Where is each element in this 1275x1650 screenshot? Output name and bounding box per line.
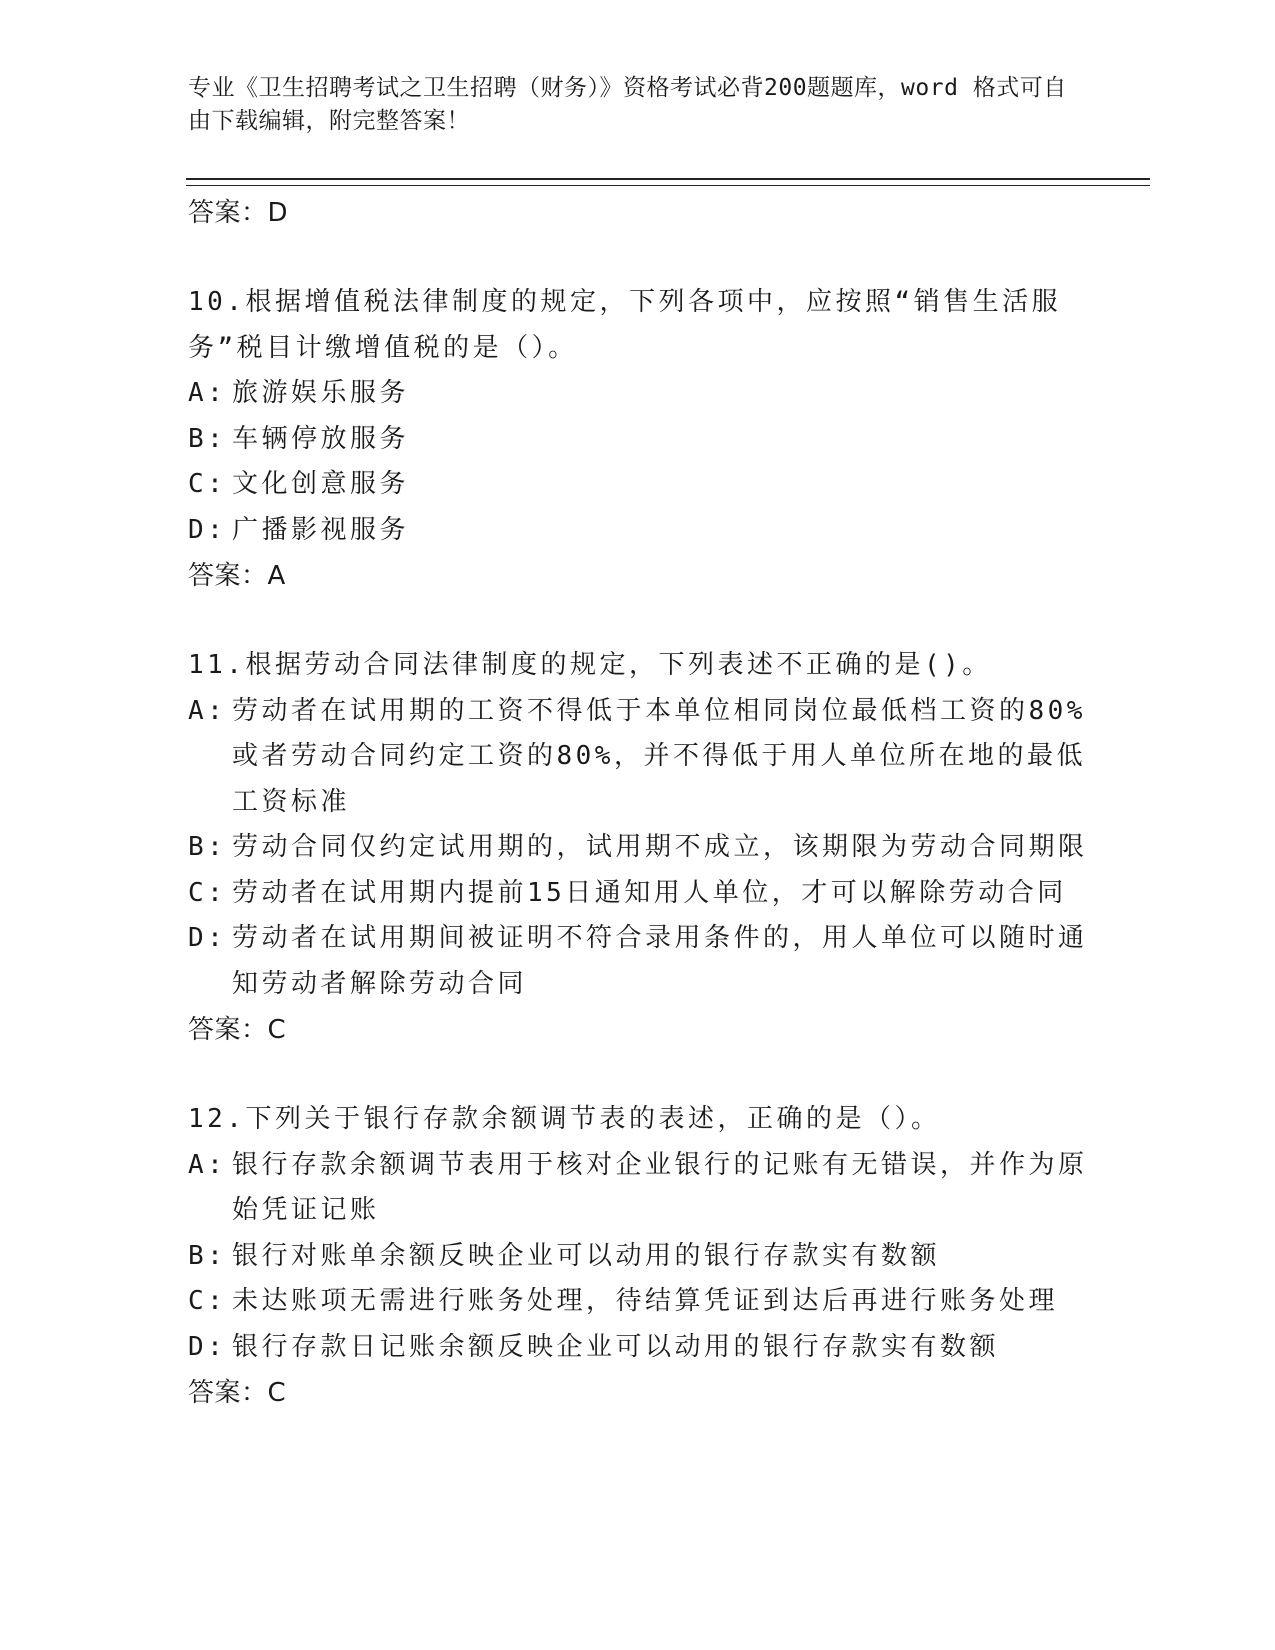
option-text: 银行存款余额调节表用于核对企业银行的记账有无错误，并作为原始凭证记账 (232, 1149, 1088, 1225)
option-d (188, 916, 1088, 1007)
answer-line: 答案：C (188, 1015, 287, 1045)
option-c (188, 871, 1088, 917)
option-letter: D: (188, 1331, 227, 1362)
option-a (188, 689, 1088, 826)
question-stem: 12.下列关于银行存款余额调节表的表述，正确的是（）。 (188, 1104, 941, 1134)
option-a (188, 371, 1088, 417)
option-text: 劳动者在试用期的工资不得低于本单位相同岗位最低档工资的80%或者劳动合同约定工资的80%，并不得低于用人单位所在地的最低工资标准 (232, 695, 1086, 817)
question-stem: 10.根据增值税法律制度的规定，下列各项中，应按照“销售生活服务”税目计缴增值税的是（）。 (188, 287, 1062, 363)
option-d (188, 1325, 1088, 1371)
answer-line: 答案：A (188, 561, 286, 591)
option-letter: D: (188, 923, 227, 953)
question-stem: 11.根据劳动合同法律制度的规定，下列表述不正确的是()。 (188, 650, 992, 680)
option-letter: C: (188, 877, 227, 908)
option-text: 车辆停放服务 (232, 423, 410, 454)
option-text: 劳动合同仅约定试用期的，试用期不成立，该期限为劳动合同期限 (232, 832, 1088, 862)
option-text: 劳动者在试用期内提前15日通知用人单位，才可以解除劳动合同 (232, 877, 1067, 908)
option-letter: B: (188, 1240, 227, 1271)
question-list (188, 190, 1088, 1416)
answer-line: 答案：C (188, 1378, 287, 1408)
option-b (188, 1234, 1088, 1280)
option-text: 银行存款日记账余额反映企业可以动用的银行存款实有数额 (232, 1331, 1000, 1362)
option-text: 文化创意服务 (232, 469, 410, 499)
option-letter: A: (188, 695, 227, 726)
option-text: 未达账项无需进行账务处理，待结算凭证到达后再进行账务处理 (232, 1286, 1059, 1316)
option-letter: B: (188, 832, 227, 862)
option-letter: C: (188, 1286, 227, 1316)
option-letter: A: (188, 1149, 227, 1180)
question-11 (188, 643, 1088, 1053)
option-letter: A: (188, 378, 227, 408)
option-letter: B: (188, 423, 227, 454)
option-text: 银行对账单余额反映企业可以动用的银行存款实有数额 (232, 1240, 941, 1271)
question-12 (188, 1097, 1088, 1416)
page-header: 专业《卫生招聘考试之卫生招聘（财务）》资格考试必背200题题库，word 格式可自由下载编辑，附完整答案！ (188, 75, 1067, 134)
option-b (188, 825, 1088, 871)
option-c (188, 462, 1088, 508)
answer-line: 答案：D (188, 198, 289, 228)
question-10 (188, 280, 1088, 599)
option-text: 广播影视服务 (232, 514, 410, 545)
header-divider (186, 178, 1150, 186)
option-letter: C: (188, 469, 227, 499)
option-text: 旅游娱乐服务 (232, 378, 410, 408)
option-d (188, 508, 1088, 554)
option-a (188, 1143, 1088, 1234)
option-text: 劳动者在试用期间被证明不符合录用条件的，用人单位可以随时通知劳动者解除劳动合同 (232, 923, 1088, 999)
option-b (188, 417, 1088, 463)
option-letter: D: (188, 514, 227, 545)
option-c (188, 1279, 1088, 1325)
